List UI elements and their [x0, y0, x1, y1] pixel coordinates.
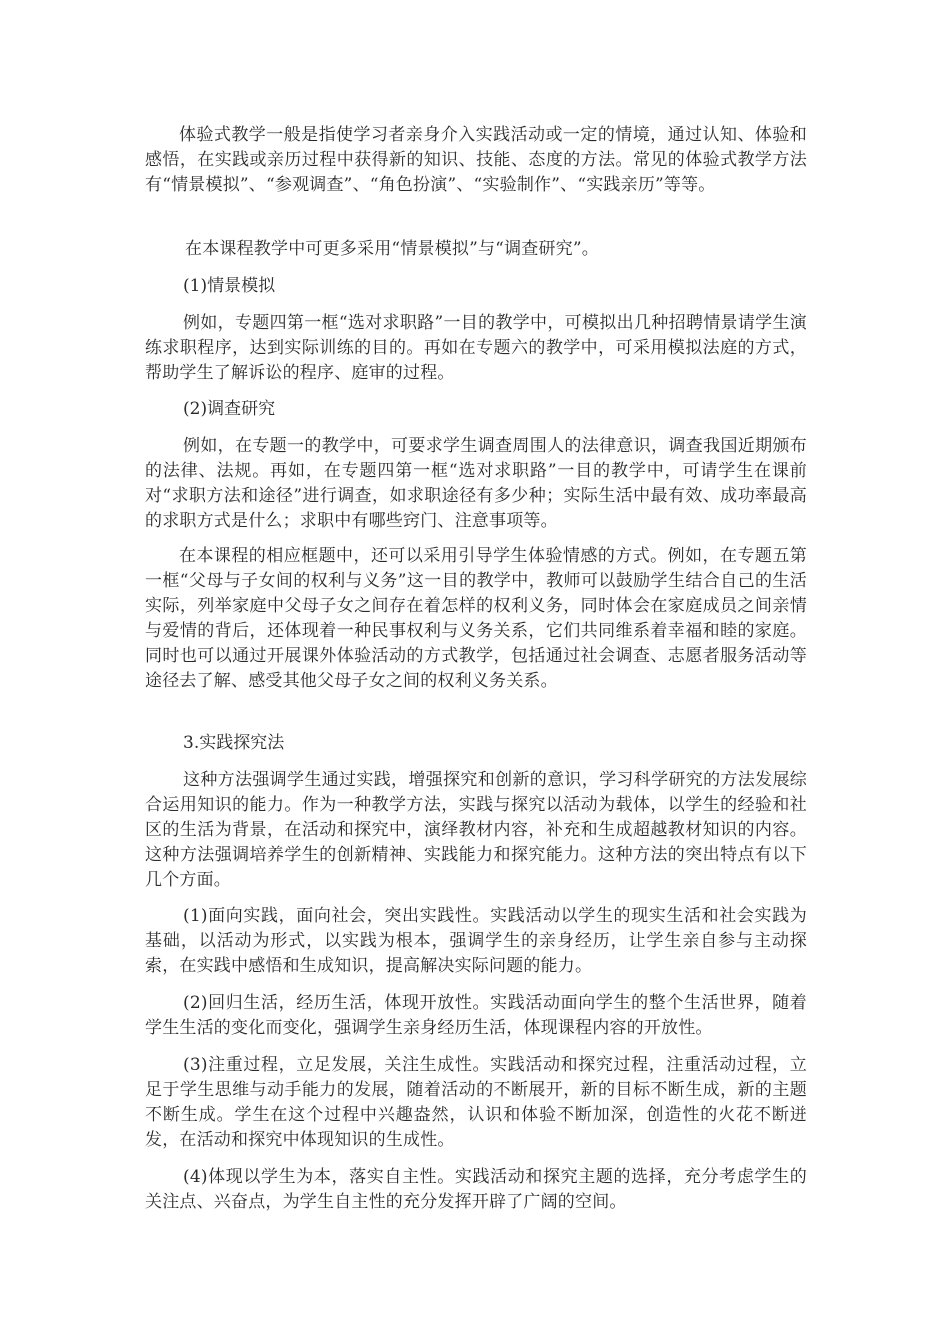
paragraph-practice-inquiry-description: 这种方法强调学生通过实践，增强探究和创新的意识，学习科学研究的方法发展综合运用知识的能力。作为一种教学方法，实践与探究以活动为载体，以学生的经验和社区的生活为背景，在活动和探究中，演绎教材内容，补充和生成超越教材知识的内容。这种方法强调培养学生的创新精神、实践能力和探究能力。这种方法的突出特点有以下几个方面。 — [145, 770, 807, 890]
paragraph-investigation-example: 例如，在专题一的教学中，可要求学生调查周围人的法律意识，调查我国近期颁布的法律、法规。再如，在专题四第一框“选对求职路”一目的教学中，可请学生在课前对“求职方法和途径”进行调查，如求职途径有多少种；实际生活中最有效、成功率最高的求职方式是什么；求职中有哪些窍门、注意事项等。 — [145, 436, 807, 531]
heading-scenario-simulation: (1)情景模拟 — [183, 276, 276, 296]
paragraph-feature-autonomy: (4)体现以学生为本，落实自主性。实践活动和探究主题的选择，充分考虑学生的关注点、兴奋点，为学生自主性的充分发挥开辟了广阔的空间。 — [145, 1167, 807, 1212]
paragraph-feature-generativity: (3)注重过程，立足发展，关注生成性。实践活动和探究过程，注重活动过程，立足于学生思维与动手能力的发展，随着活动的不断展开，新的目标不断生成，新的主题不断生成。学生在这个过程中兴趣盎然，认识和体验不断加深，创造性的火花不断迸发，在活动和探究中体现知识的生成性。 — [145, 1055, 807, 1150]
paragraph-feature-openness: (2)回归生活，经历生活，体现开放性。实践活动面向学生的整个生活世界，随着学生生活的变化而变化，强调学生亲身经历生活，体现课程内容的开放性。 — [145, 993, 807, 1038]
paragraph-scenario-example: 例如，专题四第一框“选对求职路”一目的教学中，可模拟出几种招聘情景请学生演练求职程序，达到实际训练的目的。再如在专题六的教学中，可采用模拟法庭的方式，帮助学生了解诉讼的程序、庭审的过程。 — [145, 313, 807, 383]
paragraph-course-methods: 在本课程教学中可更多采用“情景模拟”与“调查研究”。 — [185, 239, 599, 259]
heading-investigation-research: (2)调查研究 — [183, 399, 276, 419]
paragraph-feature-practicality: (1)面向实践，面向社会，突出实践性。实践活动以学生的现实生活和社会实践为基础，以活动为形式，以实践为根本，强调学生的亲身经历，让学生亲自参与主动探索，在实践中感悟和生成知识，提高解决实际问题的能力。 — [145, 906, 807, 976]
paragraph-experiential-teaching-intro: 体验式教学一般是指使学习者亲身介入实践活动或一定的情境，通过认知、体验和感悟，在实践或亲历过程中获得新的知识、技能、态度的方法。常见的体验式教学方法有“情景模拟”、“参观调查”、“角色扮演”、“实验制作”、“实践亲历”等等。 — [145, 125, 807, 195]
paragraph-emotional-experience: 在本课程的相应框题中，还可以采用引导学生体验情感的方式。例如，在专题五第一框“父母与子女间的权利与义务”这一目的教学中，教师可以鼓励学生结合自己的生活实际，列举家庭中父母子女之间存在着怎样的权利义务，同时体会在家庭成员之间亲情与爱情的背后，还体现着一种民事权利与义务关系，它们共同维系着幸福和睦的家庭。同时也可以通过开展课外体验活动的方式教学，包括通过社会调查、志愿者服务活动等途径去了解、感受其他父母子女之间的权利义务关系。 — [145, 546, 807, 691]
heading-practice-inquiry-method: 3.实践探究法 — [183, 733, 285, 753]
